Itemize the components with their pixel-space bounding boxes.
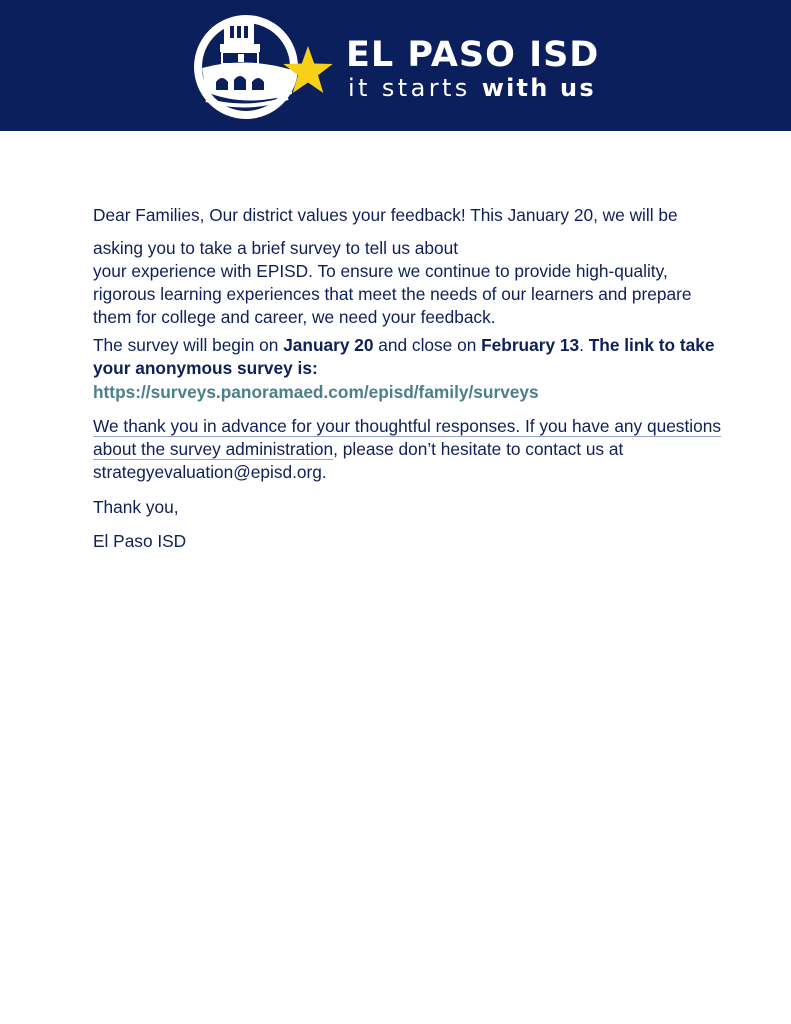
closing-line: Thank you, xyxy=(93,497,179,517)
intro-line-2: asking you to take a brief survey to tell us about xyxy=(93,238,459,258)
survey-link[interactable]: https://surveys.panoramaed.com/episd/family/surveys xyxy=(93,382,539,402)
district-logo xyxy=(192,10,602,122)
link-intro: The link to take your anonymous survey is: xyxy=(93,335,715,378)
survey-dates-paragraph xyxy=(93,334,733,380)
brand-name: EL PASO ISD xyxy=(346,35,600,75)
intro-line-3: your experience with EPISD. To ensure we continue to provide high-quality, rigorous learning experiences that meet the needs of our learners and prepare them for college and career, we need your feedback. xyxy=(93,261,692,327)
header-banner xyxy=(0,0,791,131)
thanks-underlined-text: We thank you in advance for your thoughtful responses. If you have any questions about the survey administration xyxy=(93,416,721,459)
close-text: and close on xyxy=(373,335,482,355)
letter-body xyxy=(93,204,733,564)
signature: El Paso ISD xyxy=(93,531,187,551)
start-date: January 20 xyxy=(283,335,374,355)
tagline xyxy=(348,76,596,100)
greeting-line: Dear Families, Our district values your feedback! This January 20, we will be xyxy=(93,205,678,225)
end-date: February 13 xyxy=(481,335,580,355)
tagline-prefix: it starts xyxy=(348,74,482,102)
survey-intro: The survey will begin on xyxy=(93,335,284,355)
thanks-rest-text: , please don’t hesitate to contact us at strategyevaluation@episd.org. xyxy=(93,439,624,482)
period: . xyxy=(579,335,584,355)
tagline-bold: with us xyxy=(481,74,596,102)
school-building-logo-icon xyxy=(192,10,342,122)
intro-paragraph xyxy=(93,237,733,329)
thanks-paragraph xyxy=(93,415,733,484)
